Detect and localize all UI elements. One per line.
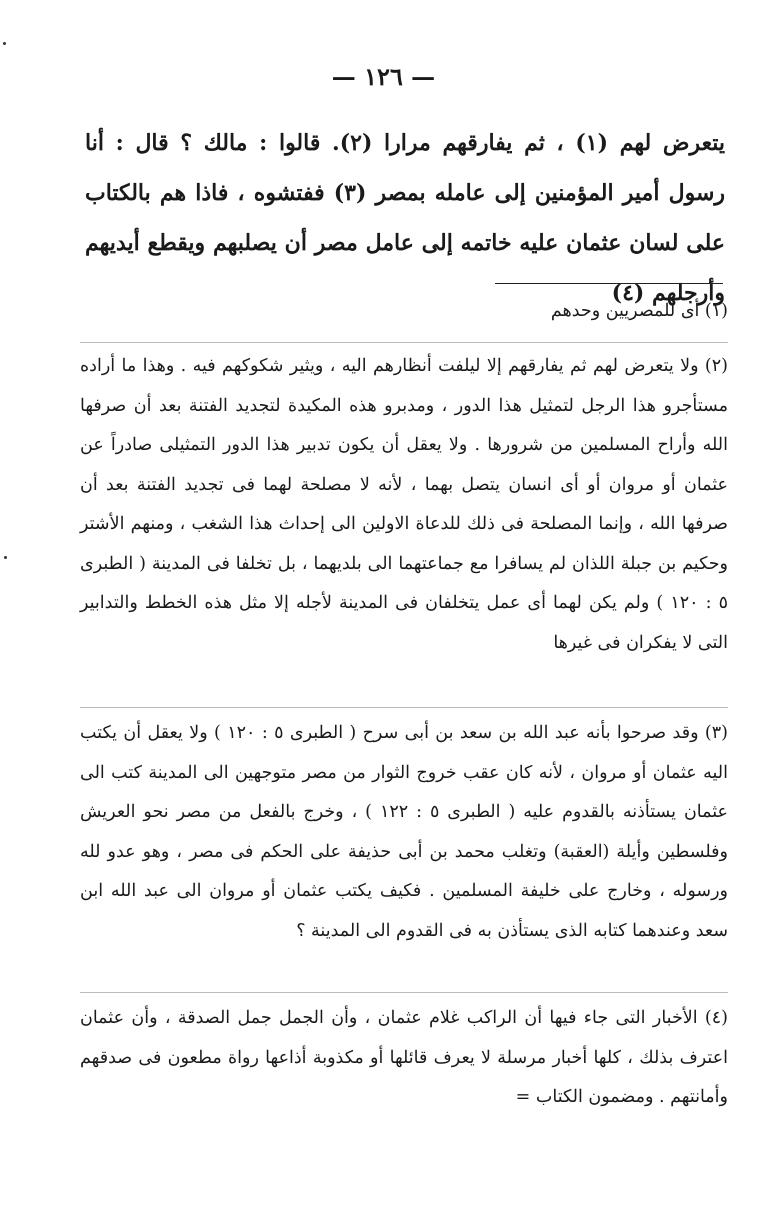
footnote-1: (١) أى للمصريين وحدهم	[550, 301, 728, 321]
scan-speck	[3, 42, 6, 45]
footnotes-section	[80, 292, 728, 1118]
footnote-3: (٣) وقد صرحوا بأنه عبد الله بن سعد بن أبى سرح ( الطبرى ٥ : ١٢٠ ) ولا يعقل أن يكتب اليه عثمان أو مروان ، لأنه كان عقب خروج الثوار من مصر متوجهين الى المدينة كتب الى عثمان يستأذنه بالقدوم عليه ( الطبرى ٥ : ١٢٢ ) ، وخرج بالفعل من مصر نحو العريش وفلسطين وأيلة (العقبة) وتغلب محمد بن أبى حذيفة على الحكم فى مصر ، وهو عدو لله ورسوله ، وخارج على خليفة المسلمين . فكيف يكتب عثمان أو مروان الى عبد الله ابن سعد وعندهما كتابه الذى يستأذن به فى القدوم الى المدينة ؟	[80, 707, 728, 992]
footnote-separator	[495, 283, 723, 284]
body-text	[85, 118, 725, 318]
footnote-2: (٢) ولا يتعرض لهم ثم يفارقهم إلا ليلفت أنظارهم اليه ، ويثير شكوكهم فيه . وهذا ما أراده مستأجرو هذا الرجل لتمثيل هذا الدور ، ومدبرو هذه المكيدة لتجديد الفتنة بعد أن صرفها الله وأراح المسلمين من شرورها . ولا يعقل أن يكون تدبير هذا الدور التمثيلى صادراً عن عثمان أو مروان أو أى انسان يتصل بهما ، لأنه لا مصلحة لهما فى تجديد الفتنة بعد أن صرفها الله ، وإنما المصلحة فى ذلك للدعاة الاولين الى إحداث هذا الشغب ، ومنهم الأشتر وحكيم بن جبلة اللذان لم يسافرا مع جماعتهما الى بلديهما ، بل تخلفا فى المدينة ( الطبرى ٥ : ١٢٠ ) ولم يكن لهما أى عمل يتخلفان فى المدينة لأجله إلا مثل هذه الخطط والتدابير التى لا يفكران فى غيرها	[80, 342, 728, 707]
scan-speck	[4, 556, 7, 559]
body-paragraph: يتعرض لهم (١) ، ثم يفارقهم مرارا (٢). قالوا : مالك ؟ قال : أنا رسول أمير المؤمنين إلى عامله بمصر (٣) ففتشوه ، فاذا هم بالكتاب على لسان عثمان عليه خاتمه إلى عامل مصر أن يصلبهم ويقطع أيديهم وأرجلهم (٤)	[85, 130, 725, 306]
page-number: — ١٢٦ —	[331, 62, 436, 91]
footnote-4: (٤) الأخبار التى جاء فيها أن الراكب غلام عثمان ، وأن الجمل جمل الصدقة ، وأن عثمان اعترف بذلك ، كلها أخبار مرسلة لا يعرف قائلها أو مكذوبة أذاعها رواة مطعون فى صدقهم وأمانتهم . ومضمون الكتاب =	[80, 992, 728, 1118]
